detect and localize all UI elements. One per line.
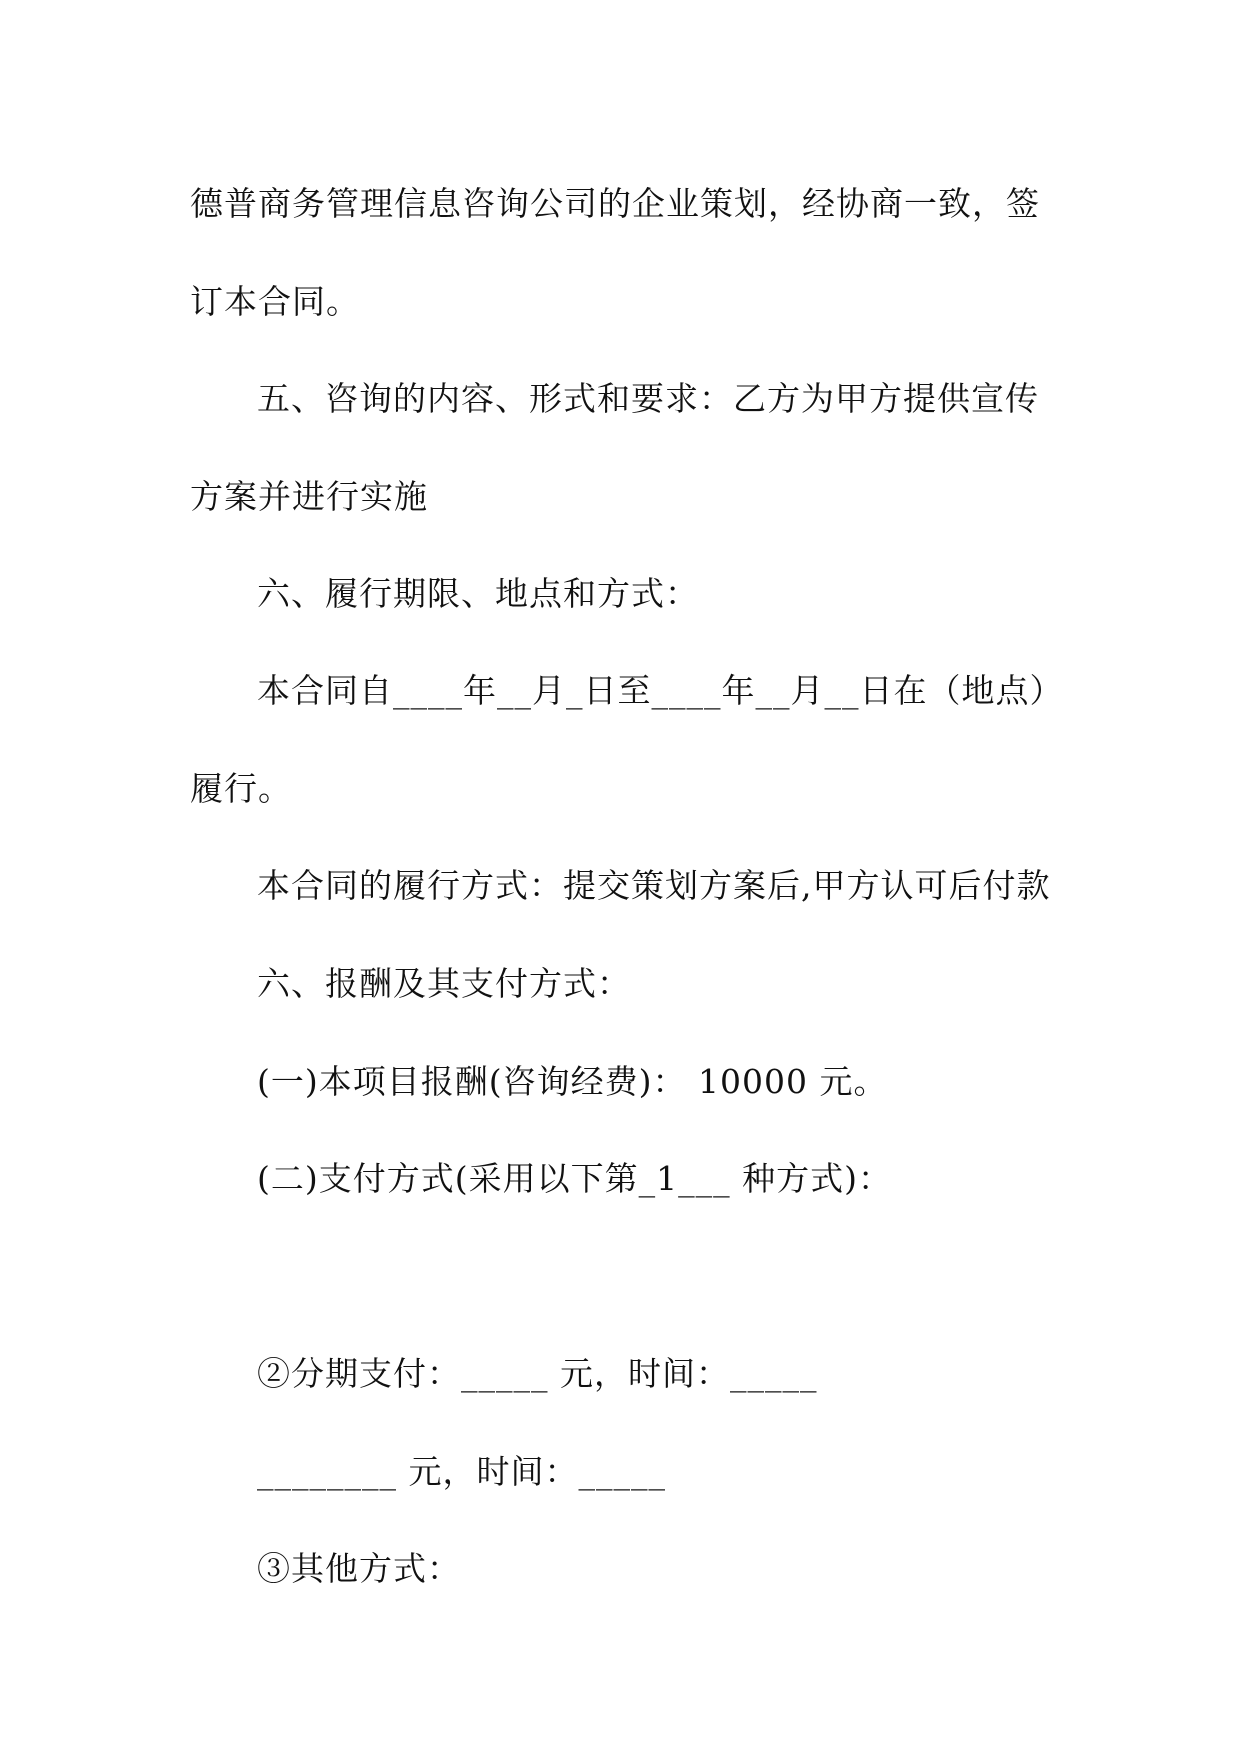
performance-method-line: 本合同的履行方式：提交策划方案后,甲方认可后付款: [257, 866, 1051, 905]
section-five-line-2: 方案并进行实施: [190, 477, 428, 516]
term-dates-line: 本合同自____年__月_日至____年__月__日在（地点）: [257, 671, 1064, 710]
other-method-line: ③其他方式：: [257, 1549, 461, 1588]
payment-method-line: (二)支付方式(采用以下第_1___ 种方式)：: [257, 1159, 892, 1198]
section-six-heading: 六、履行期限、地点和方式：: [257, 574, 699, 613]
payment-section-heading: 六、报酬及其支付方式：: [257, 964, 631, 1003]
installment-payment-line: ②分期支付：_____ 元，时间：_____: [257, 1354, 818, 1393]
term-dates-line-continued: 履行。: [190, 769, 292, 808]
paragraph-line-2: 订本合同。: [190, 282, 360, 321]
paragraph-line-1: 德普商务管理信息咨询公司的企业策划，经协商一致，签: [190, 184, 1040, 223]
installment-payment-line-continued: ________ 元，时间：_____: [257, 1452, 666, 1491]
fee-line: (一)本项目报酬(咨询经费)： 10000 元。: [257, 1062, 888, 1101]
section-five-line-1: 五、咨询的内容、形式和要求：乙方为甲方提供宣传: [257, 379, 1039, 418]
